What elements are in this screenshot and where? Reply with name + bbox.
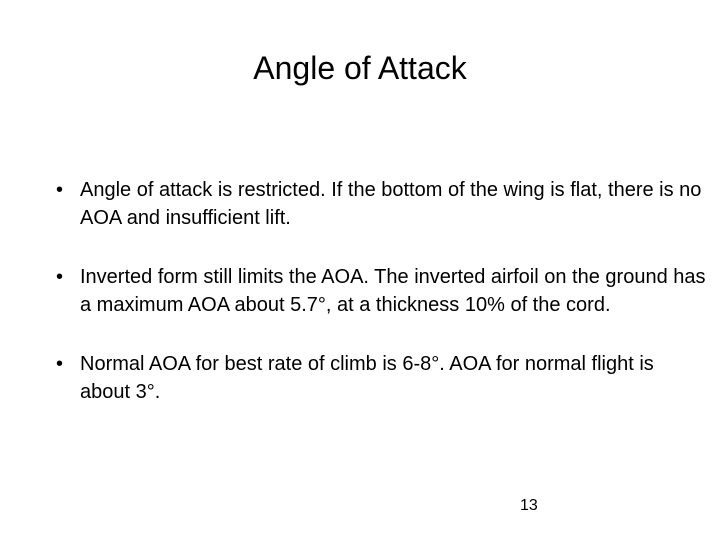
page-number: 13 [520, 497, 538, 514]
bullet-icon: • [56, 266, 64, 288]
bullet-text: Inverted form still limits the AOA. The inverted airfoil on the ground has a maximum AOA about 5.7°, at a thickness 10% of the cord. [80, 266, 706, 316]
slide-title: Angle of Attack [253, 50, 467, 86]
bullet-text: Angle of attack is restricted. If the bottom of the wing is flat, there is no AOA and insufficient lift. [80, 179, 702, 229]
bullet-icon: • [56, 179, 64, 201]
bullet-list [56, 176, 706, 437]
bullet-item [56, 350, 706, 406]
bullet-icon: • [56, 353, 64, 375]
bullet-item [56, 176, 706, 232]
bullet-text: Normal AOA for best rate of climb is 6-8°. AOA for normal flight is about 3°. [80, 353, 654, 403]
bullet-item [56, 263, 706, 319]
